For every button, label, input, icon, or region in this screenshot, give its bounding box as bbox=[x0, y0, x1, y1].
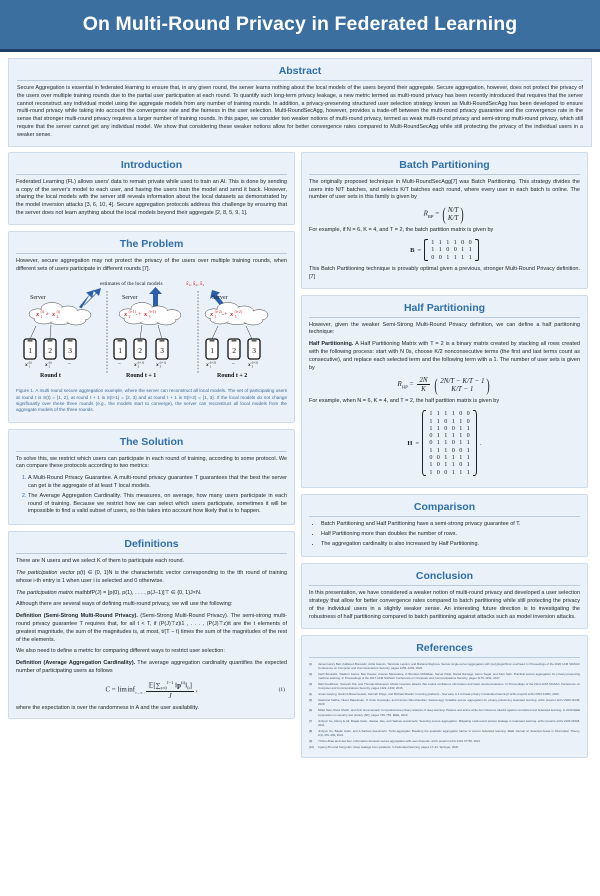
conclusion-section bbox=[301, 563, 588, 628]
problem-heading: The Problem bbox=[119, 237, 184, 250]
matrix-cell: 0 bbox=[436, 454, 440, 462]
right-column bbox=[301, 152, 588, 764]
figure-top-label: estimates of the local models bbox=[100, 281, 163, 288]
reference-item bbox=[309, 719, 580, 728]
svg-text:3: 3 bbox=[159, 364, 162, 369]
batch-partition-matrix: B = 1 1 1 1 0 0 1 1 0 0 1 1 0 0 1 1 1 1 bbox=[309, 239, 580, 261]
matrix-cell: 1 bbox=[466, 446, 470, 454]
matrix-cell: 1 bbox=[436, 439, 440, 447]
half-partitioning-def-text: A Half Partitioning Matrix with T = 2 is a binary matrix created by stacking all rows created with the following process: start with N 0s, choose K/2 nonconsecutive terms (the first and last terms count as consecutive), and replace each selected term and the following term with a 1. The number of user sets is given by bbox=[309, 341, 580, 371]
half-partition-matrix: H = 1 1 1 1 0 0 1 1 0 1 1 0 1 1 0 0 1 1 0 1 1 1 1 0 0 1 1 0 1 1 1 1 1 0 0 1 0 0 1 1 1 1 1 0 1 1 0 1 1 0 0 1 1 1 . bbox=[407, 410, 482, 476]
solution-divider bbox=[16, 451, 287, 452]
matrix-cell: 0 bbox=[429, 454, 433, 462]
definition-semi-strong-text: (Semi-Strong Multi-Round Privacy). The semi-strong multi-round privacy guarantee T requires that, for all t < T, if (P(J)⊤z)i1 , . . . , (P(J)⊤z)it are the t elements of greatest magnitude, the sum of the magnitudes is, at most, t/(T − t) times the sum of the magnitudes of the rest of the elements. bbox=[16, 613, 287, 643]
definition-avg-cardinality-title: Definition (Average Aggregation Cardinality). bbox=[16, 660, 136, 667]
matrix-cell: 1 bbox=[461, 246, 465, 254]
svg-text:–: – bbox=[68, 361, 71, 368]
definitions-p6: where the expectation is over the randomness in A and the user availability. bbox=[16, 704, 200, 711]
matrix-cell: 0 bbox=[429, 439, 433, 447]
list-item: • The aggregation cardinality is also increased by Half Partitioning. bbox=[321, 541, 580, 549]
half-matrix-period: . bbox=[479, 439, 482, 447]
matrix-cell: 1 bbox=[466, 461, 470, 469]
multi-round-diagram bbox=[16, 277, 288, 381]
matrix-cell: 1 bbox=[459, 439, 463, 447]
equation-rhp-sub: HP bbox=[401, 384, 408, 390]
matrix-cell: 0 bbox=[444, 417, 448, 425]
conclusion-divider bbox=[309, 585, 580, 586]
matrix-row bbox=[427, 454, 472, 461]
reference-number: [10] bbox=[309, 744, 314, 749]
half-partitioning-intro: However, given the weaker Semi-Strong Multi-Round Privacy definition, we can define a half partitoning technique: bbox=[309, 321, 580, 336]
matrix-cell: 1 bbox=[429, 446, 433, 454]
batch-partitioning-example: For example, if N = 6, K = 4, and T = 2, the batch partition matrix is given by bbox=[309, 227, 494, 234]
matrix-cell: 0 bbox=[453, 246, 457, 254]
svg-text:3: 3 bbox=[251, 364, 254, 369]
svg-text:x: x bbox=[156, 362, 159, 369]
svg-text:2: 2 bbox=[48, 364, 51, 369]
reference-item bbox=[309, 672, 580, 681]
matrix-cell: 1 bbox=[451, 410, 455, 418]
definitions-p4: Although there are several ways of defining multi-round privacy, we will use the following: bbox=[16, 601, 233, 608]
half-partitioning-definition bbox=[309, 341, 580, 372]
svg-text:(t+1): (t+1) bbox=[159, 360, 167, 365]
svg-text:(t+2): (t+2) bbox=[251, 360, 259, 365]
reference-item bbox=[309, 698, 580, 707]
svg-text:2: 2 bbox=[48, 346, 52, 356]
equation-rbp-top: N/T bbox=[447, 206, 459, 215]
equation-rhp: $R_{HP}$ = $\frac{2N}{K}$ ( 2N/T − K/T − 1 K/T − 1 ) bbox=[397, 374, 491, 395]
references-list bbox=[309, 662, 580, 750]
matrix-cell: 1 bbox=[451, 454, 455, 462]
matrix-cell: 0 bbox=[436, 468, 440, 476]
list-item: • Half Partitioning more than doubles the number of rows. bbox=[321, 531, 580, 539]
reference-item bbox=[309, 682, 580, 691]
matrix-row bbox=[427, 418, 472, 425]
svg-text:3: 3 bbox=[148, 315, 151, 320]
matrix-row bbox=[429, 239, 474, 246]
abstract-heading: Abstract bbox=[278, 65, 322, 77]
reference-number: [9] bbox=[309, 738, 313, 743]
half-matrix-label: H bbox=[407, 439, 413, 447]
definitions-p2-text: p(t) ∈ {0, 1}N is the characteristic vector corresponding to the tth round of training whose i-th entry is 1 when user i is selected and 0 otherwise. bbox=[16, 570, 287, 584]
equation-rhp-top: 2N/T − K/T − 1 bbox=[440, 376, 485, 385]
matrix-cell: 0 bbox=[446, 246, 450, 254]
matrix-cell: 1 bbox=[459, 468, 463, 476]
matrix-row bbox=[427, 432, 472, 439]
svg-text:1: 1 bbox=[210, 346, 214, 356]
equation-rhp-frac-num: 2N bbox=[419, 376, 428, 385]
reference-number: [3] bbox=[309, 682, 313, 687]
half-partitioning-def-title: Half Partitioning. bbox=[309, 341, 354, 348]
reference-item bbox=[309, 729, 580, 738]
svg-text:x: x bbox=[124, 311, 128, 319]
matrix-cell: 1 bbox=[431, 246, 435, 254]
problem-text: However, secure aggregation may not protect the privacy of the users over multiple training rounds, when different sets of users participate in different rounds [7]. bbox=[16, 257, 287, 272]
poster-header bbox=[0, 0, 600, 52]
introduction-section bbox=[8, 152, 295, 225]
references-divider bbox=[309, 657, 580, 658]
solution-section bbox=[8, 429, 295, 526]
matrix-cell: 1 bbox=[468, 246, 472, 254]
reference-number: [1] bbox=[309, 661, 313, 666]
matrix-cell: 1 bbox=[429, 461, 433, 469]
matrix-cell: 1 bbox=[429, 410, 433, 418]
references-section bbox=[301, 635, 588, 758]
equation-1-number: (1) bbox=[278, 686, 285, 693]
svg-text:x: x bbox=[25, 362, 28, 369]
matrix-bracket-left bbox=[422, 410, 426, 476]
matrix-cell: 1 bbox=[436, 417, 440, 425]
svg-text:Server: Server bbox=[212, 295, 228, 302]
batch-partitioning-heading: Batch Partitioning bbox=[399, 158, 490, 171]
svg-text:1: 1 bbox=[28, 364, 31, 369]
matrix-cell: 1 bbox=[451, 417, 455, 425]
matrix-cell: 0 bbox=[466, 432, 470, 440]
half-matrix-table bbox=[427, 410, 472, 476]
reference-text: Milad Nasr, Reza Shokri, and Amir Houmansadr. Comprehensive privacy analysis of deep learning: Passive and active white-box inference attacks against centralized and federated learning. In 2019 IEEE symposium on security and privacy (SP), pages 739–753. IEEE, 2019. bbox=[318, 708, 580, 717]
problem-section bbox=[8, 231, 295, 423]
reference-number: [6] bbox=[309, 708, 313, 713]
half-partitioning-divider bbox=[309, 317, 580, 318]
matrix-cell: 1 bbox=[466, 454, 470, 462]
matrix-cell: 1 bbox=[451, 461, 455, 469]
svg-text:x: x bbox=[45, 362, 48, 369]
matrix-cell: 1 bbox=[436, 410, 440, 418]
reference-item bbox=[309, 745, 580, 749]
equation-rhp-frac-den: K bbox=[421, 385, 426, 394]
svg-text:–: – bbox=[232, 361, 235, 368]
solution-metrics-list bbox=[16, 475, 287, 516]
svg-text:2: 2 bbox=[232, 346, 236, 356]
equation-rhp-bottom: K/T − 1 bbox=[451, 384, 474, 393]
matrix-bracket-left bbox=[424, 239, 428, 261]
reference-item bbox=[309, 739, 580, 743]
reference-text: Ligeng Zhu and Song Han. Deep leakage from gradients. In Federated learning, pages 17–31. Springer, 2020. bbox=[318, 744, 460, 749]
definition-avg-cardinality bbox=[16, 660, 287, 676]
batch-partitioning-text: The originally proposed technique in Multi-RoundSecAgg[7] was Batch Partitioning. This strategy divides the users into N/T batches, and selects K/T batches each round, where every user in each batch is online. The number of user sets in this family is given by bbox=[309, 178, 580, 201]
list-item: • Batch Partitioning and Half Partitioning have a semi-strong privacy guarantee of T. bbox=[321, 521, 580, 529]
batch-partitioning-divider bbox=[309, 174, 580, 175]
matrix-cell: 1 bbox=[429, 417, 433, 425]
list-item: 2. The Average Aggregation Cardinality. This measures, on average, how many users participate in each round of training. Because we restrict how we can select which users participate, sometimes it will be impossible to find a valid subset of users, so this takes into account how likely that is to happen. bbox=[28, 493, 287, 516]
reference-number: [5] bbox=[309, 698, 313, 703]
svg-text:x: x bbox=[52, 311, 56, 319]
equation-rbp-sub: BP bbox=[427, 214, 434, 220]
matrix-cell: 1 bbox=[451, 468, 455, 476]
reference-text: Jonas Geiping, Hartmut Bauermeister, Hannah Dröge, and Michael Moeller. Inverting gradients - how easy is it to break privacy in federated learning? arXiv preprint arXiv:2003.14053, 2020. bbox=[318, 692, 560, 697]
svg-text:(t): (t) bbox=[48, 360, 52, 365]
svg-text:x: x bbox=[210, 311, 214, 319]
comparison-divider bbox=[309, 516, 580, 517]
equation-rhp-lhs: R bbox=[397, 380, 402, 389]
figure-1 bbox=[16, 277, 287, 413]
matrix-row bbox=[427, 469, 472, 476]
left-column bbox=[8, 152, 295, 764]
svg-text:(t+1): (t+1) bbox=[137, 360, 145, 365]
definitions-p3-text: mathbfP(J) = [p(0), p(1), . . . , p(J−1)]⊤ ∈ {0, 1}J×N. bbox=[74, 589, 202, 596]
matrix-row bbox=[429, 246, 474, 253]
abstract-divider bbox=[17, 80, 583, 81]
matrix-cell: 1 bbox=[446, 253, 450, 261]
introduction-heading: Introduction bbox=[120, 158, 183, 171]
matrix-cell: 1 bbox=[436, 424, 440, 432]
svg-text:3: 3 bbox=[160, 346, 164, 356]
svg-text:x: x bbox=[230, 311, 234, 319]
equation-1: C = lim inf$_{J\to\infty}$ $\frac{𝔼[\sum_{t=0}^{J-1} ‖p^{(t)}‖_0]}{J}$ , (1) bbox=[105, 679, 285, 700]
svg-text:Server: Server bbox=[122, 295, 138, 302]
matrix-cell: 0 bbox=[461, 239, 465, 247]
definitions-p2 bbox=[16, 570, 287, 586]
svg-text:3: 3 bbox=[68, 346, 72, 356]
definitions-p2-prefix: The participation vector bbox=[16, 570, 75, 577]
svg-text:1: 1 bbox=[40, 315, 43, 320]
matrix-cell: 1 bbox=[468, 253, 472, 261]
matrix-cell: 1 bbox=[444, 439, 448, 447]
svg-text:x: x bbox=[206, 362, 209, 369]
matrix-cell: 1 bbox=[436, 446, 440, 454]
svg-text:3: 3 bbox=[252, 346, 256, 356]
svg-text:1: 1 bbox=[214, 315, 217, 320]
matrix-cell: 0 bbox=[444, 424, 448, 432]
reference-text: Jinhyun So, Ramy E Ali, Başak Güler, Jiantao Jiao, and Salman Avestimehr. Securing secure aggregation: Mitigating multi-round privacy leakage in federated learning. arXiv preprint arXiv:2106.03328, 2021. bbox=[318, 718, 580, 727]
reference-number: [7] bbox=[309, 718, 313, 723]
svg-text:(t+1): (t+1) bbox=[148, 310, 156, 315]
svg-text:(t): (t) bbox=[28, 360, 32, 365]
svg-text:(t): (t) bbox=[56, 310, 61, 315]
figure-caption: Figure 1. A multi round secure aggregation example, where the server can reconstruct all local models. The set of participating users at round t is S(t) = {1, 2}, at round t + 1 is S(t+1) = {2, 3} and at round t + 1 is S(t+2) = {1, 3}. If the local models do not change significantly over these three rounds (e.g., the models start to converge), the server can reconstruct all local models from the aggregate models of the three rounds. bbox=[16, 388, 287, 413]
svg-text:Round t + 1: Round t + 1 bbox=[126, 373, 157, 380]
matrix-cell: 0 bbox=[438, 253, 442, 261]
conclusion-heading: Conclusion bbox=[415, 570, 474, 583]
svg-text:2: 2 bbox=[128, 315, 131, 320]
matrix-cell: 0 bbox=[429, 432, 433, 440]
matrix-cell: 1 bbox=[446, 239, 450, 247]
matrix-row bbox=[427, 447, 472, 454]
batch-matrix-label: B bbox=[410, 246, 415, 254]
matrix-cell: 1 bbox=[444, 432, 448, 440]
comparison-list bbox=[309, 521, 580, 548]
svg-text:1: 1 bbox=[28, 346, 32, 356]
matrix-cell: 0 bbox=[451, 439, 455, 447]
matrix-cell: 1 bbox=[453, 239, 457, 247]
svg-text:x: x bbox=[144, 311, 148, 319]
comparison-heading: Comparison bbox=[413, 501, 476, 513]
batch-matrix-table bbox=[429, 239, 474, 261]
definitions-p3 bbox=[16, 590, 287, 598]
svg-text:+: + bbox=[138, 312, 142, 319]
matrix-cell: 1 bbox=[436, 432, 440, 440]
svg-text:1: 1 bbox=[209, 364, 212, 369]
equation-rbp-bottom: K/T bbox=[447, 214, 459, 223]
svg-text:x: x bbox=[36, 311, 40, 319]
definitions-heading: Definitions bbox=[124, 538, 179, 551]
solution-text: To solve this, we restrict which users can participate in each round of training, according to some protocol. We can compare these protocols according to two metrics: bbox=[16, 455, 287, 470]
definition-avg-cardinality-text: The average aggregation cardinality quantifies the expected number of participating users as follows bbox=[16, 660, 287, 675]
svg-text:1: 1 bbox=[118, 346, 122, 356]
matrix-row bbox=[429, 254, 474, 261]
reference-number: [2] bbox=[309, 671, 313, 676]
svg-text:(t+2): (t+2) bbox=[234, 310, 242, 315]
definition-semi-strong-title: Definition (Semi-Strong Multi-Round Privacy). bbox=[16, 613, 138, 620]
matrix-row bbox=[427, 410, 472, 417]
reference-text: Yizhou Zhao and Hua Sun. Information theoretic secure aggregation with user dropouts. arXiv preprint arXiv:2101.07750, 2021. bbox=[318, 738, 481, 743]
introduction-divider bbox=[16, 174, 287, 175]
matrix-cell: 1 bbox=[444, 461, 448, 469]
figure-devices-round-t2 bbox=[206, 339, 260, 359]
matrix-cell: 1 bbox=[466, 424, 470, 432]
matrix-cell: 1 bbox=[466, 468, 470, 476]
matrix-cell: 1 bbox=[444, 454, 448, 462]
abstract-section bbox=[0, 52, 600, 147]
definitions-p3-prefix: The participation matrix bbox=[16, 589, 74, 596]
solution-heading: The Solution bbox=[119, 435, 184, 448]
matrix-cell: 0 bbox=[431, 253, 435, 261]
reference-item bbox=[309, 662, 580, 671]
matrix-cell: 1 bbox=[429, 468, 433, 476]
batch-partitioning-closing: This Batch Partitioning technique is provably optimal given a previous, stronger Multi-Round Privacy definition.[7] bbox=[309, 266, 580, 280]
svg-text:(t+2): (t+2) bbox=[214, 310, 222, 315]
figure-panel-round-t2 bbox=[205, 295, 268, 379]
matrix-cell: 0 bbox=[459, 410, 463, 418]
svg-text:Round t: Round t bbox=[40, 373, 61, 380]
figure-devices-round-t bbox=[24, 339, 76, 359]
matrix-cell: 0 bbox=[459, 446, 463, 454]
matrix-cell: 1 bbox=[438, 239, 442, 247]
matrix-cell: 0 bbox=[466, 417, 470, 425]
matrix-row bbox=[427, 425, 472, 432]
reference-text: Jinhyun So, Başak Güler, and A Salman Avestimehr. Turbo-aggregate: Breaking the quadratic aggregation barrier in secure federated learning. IEEE Journal on Selected Areas in Information Theory, 2(1):479–489, 2021. bbox=[318, 728, 580, 738]
matrix-cell: 1 bbox=[459, 417, 463, 425]
reference-number: [4] bbox=[309, 692, 313, 697]
matrix-cell: 1 bbox=[461, 253, 465, 261]
matrix-cell: 1 bbox=[431, 239, 435, 247]
list-item: 1. A Multi-Round Privacy Guarantee. A multi-round privacy guarantee T guarantees that the best the server can get is the aggregate of at least T local models. bbox=[28, 475, 287, 491]
matrix-cell: 1 bbox=[459, 424, 463, 432]
matrix-cell: 0 bbox=[459, 461, 463, 469]
svg-text:2: 2 bbox=[137, 364, 140, 369]
matrix-cell: 1 bbox=[466, 439, 470, 447]
poster-columns bbox=[0, 147, 600, 764]
svg-text:3: 3 bbox=[234, 315, 237, 320]
definitions-divider bbox=[16, 553, 287, 554]
half-partitioning-example: For example, when N = 6, K = 4, and T = 2, the half partition matrix is given by bbox=[309, 398, 500, 405]
svg-text:–: – bbox=[118, 361, 121, 368]
matrix-cell: 0 bbox=[468, 239, 472, 247]
definitions-p1: There are N users and we select K of them to participate each round. bbox=[16, 558, 185, 565]
equation-rbp-lhs: R bbox=[423, 209, 428, 218]
problem-divider bbox=[16, 253, 287, 254]
matrix-cell: 1 bbox=[453, 253, 457, 261]
matrix-cell: 0 bbox=[451, 424, 455, 432]
svg-text:(t+1): (t+1) bbox=[128, 310, 136, 315]
definition-semi-strong bbox=[16, 613, 287, 644]
matrix-bracket-right bbox=[473, 410, 477, 476]
definitions-p5: We also need to define a metric for comparing different ways to restrict user selection: bbox=[16, 648, 225, 655]
svg-text:2: 2 bbox=[56, 315, 59, 320]
matrix-cell: 0 bbox=[436, 461, 440, 469]
conclusion-text: In this presentation, we have considered a weaker notion of multi-round privacy and developed a user selection strategy that allow for better convergence rates compared to batch partitioning while still protecting the privacy of the individual users in a slightly weaker sense. An interesting future direction is to investigating the robustness of half partitioning compared to batch partitioning against attacks such as model inversion attacks. bbox=[309, 590, 580, 620]
matrix-row bbox=[427, 439, 472, 446]
reference-number: [8] bbox=[309, 728, 313, 733]
svg-text:Round t + 2: Round t + 2 bbox=[217, 373, 248, 380]
figure-panel-round-t1 bbox=[114, 295, 181, 379]
abstract-text: Secure Aggregation is essential in federated learning to ensure that, in any given round, the server learns nothing about the local models of the users beyond their aggregate. Secure aggregation, however, does not protect the privacy of the users over multiple training rounds due to the partial user participation at each round. To quantify such long-term privacy leakage, a new metric termed as multi-round privacy has been recently introduced that requires that the server cannot reconstruct any individual model using the aggregate models from any number of training rounds. In addition, a privacy-preserving structured user selection strategy known as Multi-RoundSecAgg has been developed to ensure multi-round privacy while taking into account the convergence rate and the fairness in the user selection. Multi-RoundSecAgg, however, provides a trade-off between the multi-round privacy guarantee and the convergence rate in the sense that stronger multi-round privacy requires a larger number of training rounds. In this paper, we consider two weaker notions of multi-round privacy, termed as weak multi-round privacy and semi-strong multi-round privacy, which still require that the server cannot get any individual model. We show that considering these weaker notions allow for better convergence rates compared to Multi-RoundSecAgg while still protecting the privacy of the individual users in a weaker sense. bbox=[17, 85, 583, 138]
page-title: On Multi-Round Privacy in Federated Learning bbox=[82, 13, 518, 35]
abstract-panel bbox=[8, 58, 592, 147]
svg-text:+: + bbox=[224, 312, 228, 319]
svg-text:2: 2 bbox=[138, 346, 142, 356]
matrix-cell: 1 bbox=[444, 446, 448, 454]
figure-top-label-math: x̂₁, x̂₂, x̂₃ bbox=[186, 281, 205, 288]
matrix-bracket-right bbox=[475, 239, 479, 261]
matrix-cell: 1 bbox=[459, 432, 463, 440]
equation-rbp: $R_{BP}$ = ( N/T K/T ) bbox=[423, 204, 465, 225]
svg-text:+: + bbox=[46, 312, 50, 319]
matrix-cell: 1 bbox=[438, 246, 442, 254]
reference-text: Keith Bonawitz, Vladimir Ivanov, Ben Kreuter, Antonio Marcedone, H Brendan McMahan, Sarvar Patel, Daniel Ramage, Aaron Segal, and Karn Seth. Practical secure aggregation for privacy-preserving machine learning. In Proceedings of the 2017 ACM SIGSAC Conference on Computer and Communications Security, pages 1175–1191, 2017. bbox=[318, 671, 580, 681]
reference-item bbox=[309, 692, 580, 696]
reference-item bbox=[309, 708, 580, 717]
matrix-cell: 1 bbox=[444, 410, 448, 418]
svg-text:Server: Server bbox=[30, 295, 46, 302]
matrix-cell: 0 bbox=[444, 468, 448, 476]
references-heading: References bbox=[416, 641, 473, 654]
reference-text: Matt Fredrikson, Somesh Jha, and Thomas Ristenpart. Model inversion attacks that exploit confidence information and basic countermeasures. In Proceedings of the 22nd ACM SIGSAC Conference on Computer and Communications Security, pages 1322–1333, 2015. bbox=[318, 682, 580, 691]
matrix-cell: 1 bbox=[429, 424, 433, 432]
half-partitioning-section bbox=[301, 295, 588, 488]
matrix-cell: 0 bbox=[451, 446, 455, 454]
matrix-cell: 0 bbox=[466, 410, 470, 418]
matrix-row bbox=[427, 461, 472, 468]
svg-text:x: x bbox=[134, 362, 137, 369]
svg-text:(t): (t) bbox=[40, 310, 45, 315]
reference-text: James Henry Bell, Kallista A Bonawitz, Adrià Gascón, Tancrède Lepoint, and Mariana Raykova. Secure single-server aggregation with (poly)logarithmic overhead. In Proceedings of the 2020 ACM SIGSAC Conference on Computer and Communications Security, pages 1253–1269, 2020. bbox=[318, 661, 580, 670]
half-partitioning-heading: Half Partitioning bbox=[403, 301, 486, 314]
comparison-section bbox=[301, 494, 588, 557]
figure-devices-round-t1 bbox=[114, 339, 168, 359]
matrix-cell: 1 bbox=[459, 454, 463, 462]
svg-text:(t+2): (t+2) bbox=[209, 360, 217, 365]
definitions-section bbox=[8, 531, 295, 719]
reference-text: Swanand Kadhe, Nived Rajaraman, O Ozan Koyluoglu, and Kannan Ramchandran. Fastsecagg: Scalable secure aggregation for privacy-preserving federated learning. arXiv preprint arXiv:2009.11248, 2020. bbox=[318, 698, 580, 707]
svg-text:x: x bbox=[248, 362, 251, 369]
batch-partitioning-section bbox=[301, 152, 588, 289]
introduction-text: Federated Learning (FL) allows users' data to remain private while used to train an AI. This is done by sending a copy of the server's model to each user, and having the users train the model and send it back. However, sharing the local models with the server still reveals information about the local datasets as demonstrated by the model inversion attacks [3, 6, 10, 4]. Secure aggregation protocols address this challenge by ensuring that the server does not learn anything about the local models beyond their aggregate [2, 8, 5, 9, 1]. bbox=[16, 178, 287, 216]
figure-arrows bbox=[79, 287, 227, 309]
matrix-cell: 1 bbox=[451, 432, 455, 440]
